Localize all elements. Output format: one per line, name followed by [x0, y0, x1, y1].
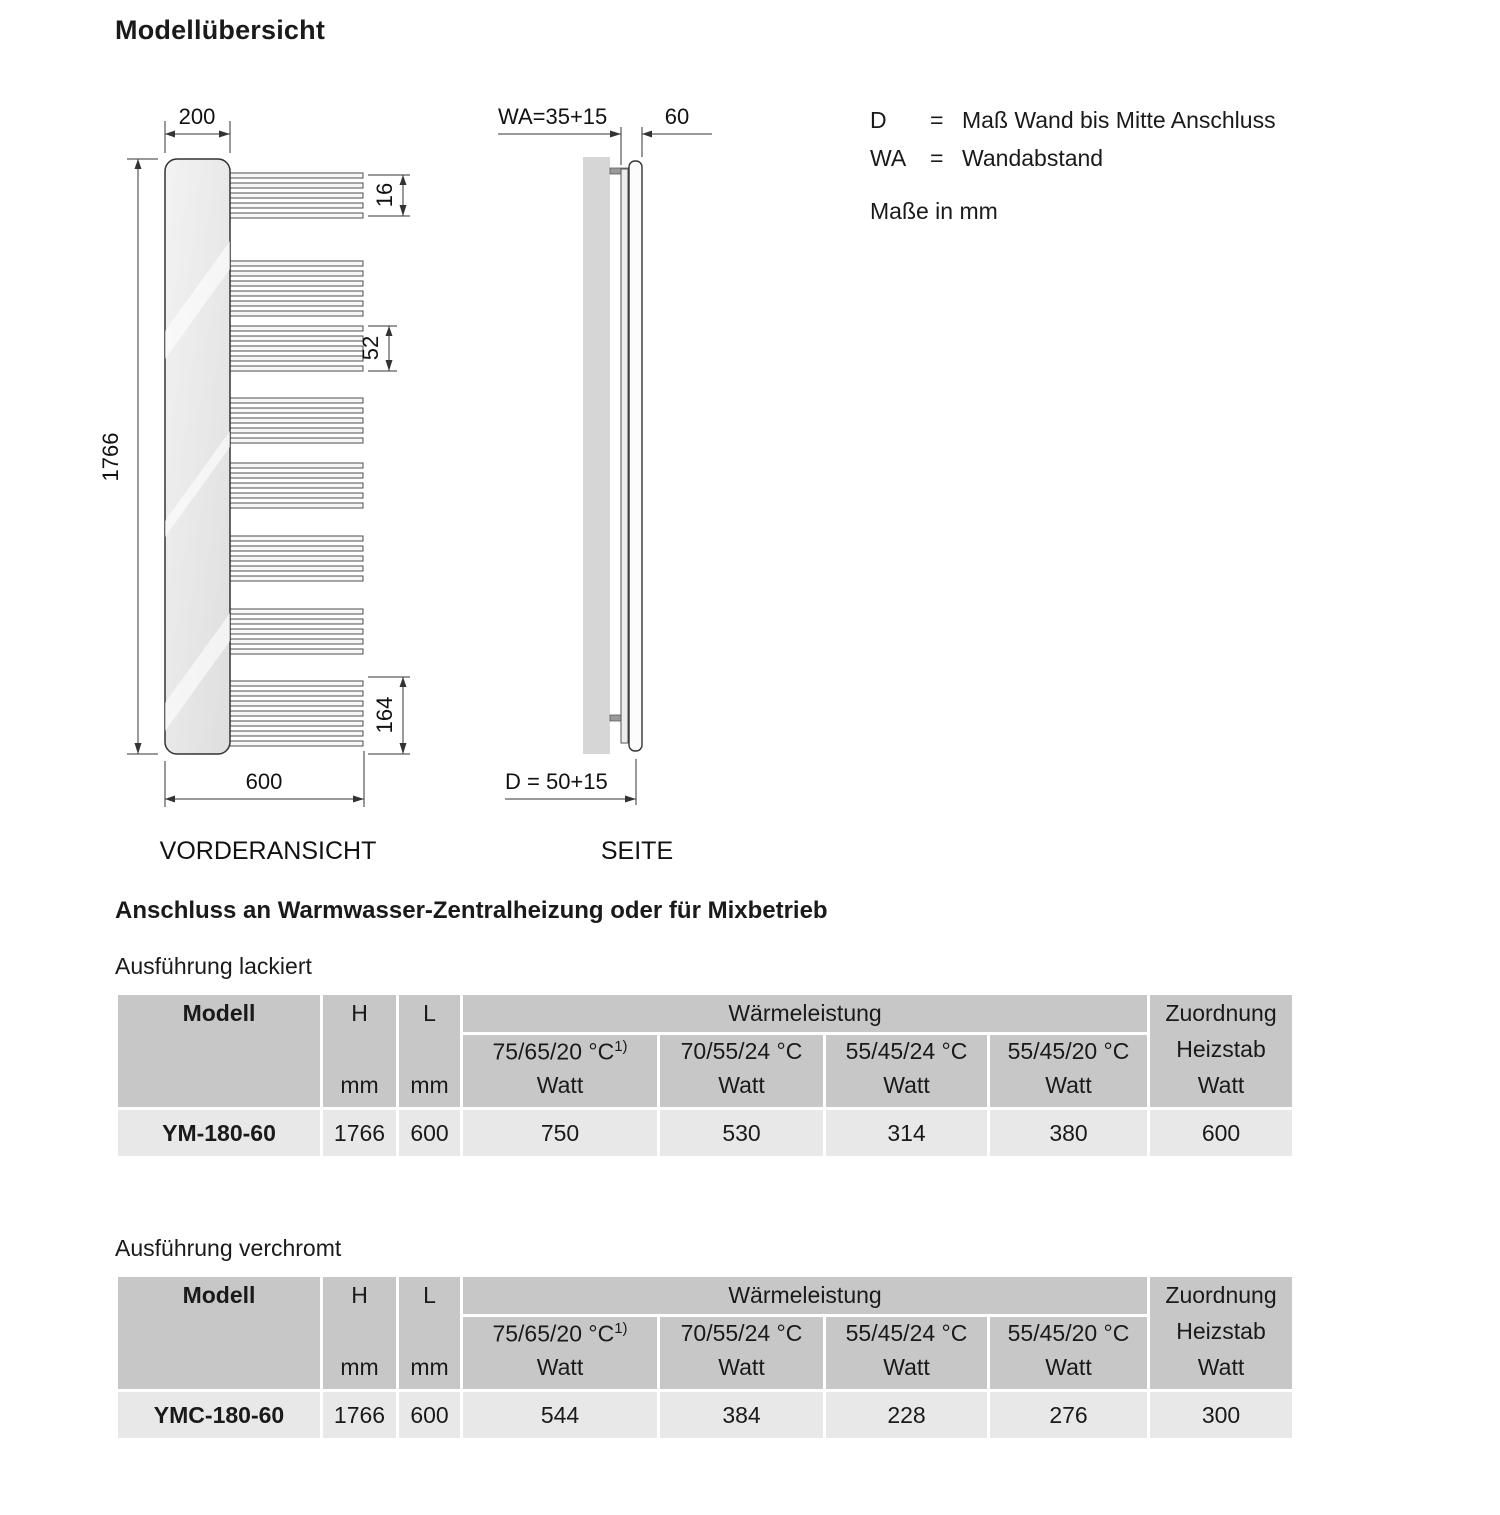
header-temp1-label: 75/65/20 °C — [492, 1038, 615, 1065]
legend-d-value: Maß Wand bis Mitte Anschluss — [962, 107, 1276, 133]
legend-row-d — [870, 107, 1276, 134]
cell-l: 600 — [398, 1391, 462, 1440]
header-h-label: H — [351, 1282, 368, 1308]
header-temp3-label: 55/45/24 °C — [845, 1038, 968, 1064]
header-temp1-footnote: 1) — [614, 1320, 628, 1337]
header-temp2-label: 70/55/24 °C — [680, 1320, 803, 1346]
header-assignment — [1149, 1276, 1294, 1391]
finish-label-lackiert: Ausführung lackiert — [115, 953, 312, 979]
header-temp1 — [462, 1034, 659, 1109]
dim-top-width: 200 — [178, 104, 216, 129]
header-temp2 — [659, 1316, 825, 1391]
header-temp4-label: 55/45/20 °C — [1007, 1320, 1130, 1346]
legend-d-equals: = — [930, 107, 944, 133]
cell-watt3: 228 — [825, 1391, 989, 1440]
header-l — [398, 1276, 462, 1391]
dim-height: 1766 — [98, 432, 123, 482]
header-model — [117, 994, 322, 1109]
header-temp2-unit: Watt — [718, 1354, 765, 1380]
header-h-unit: mm — [340, 1354, 379, 1380]
header-l-label: L — [423, 1000, 436, 1026]
dim-depth: 60 — [664, 104, 690, 129]
header-temp2-unit: Watt — [718, 1072, 765, 1098]
datasheet-page — [0, 15, 1500, 1515]
radiator-tubes — [229, 173, 363, 746]
header-temp3-unit: Watt — [883, 1354, 930, 1380]
header-temp4-unit: Watt — [1045, 1354, 1092, 1380]
header-temp2-label: 70/55/24 °C — [680, 1038, 803, 1064]
header-temp3 — [825, 1316, 989, 1391]
side-view — [498, 104, 712, 865]
header-h — [322, 1276, 398, 1391]
header-assignment-unit: Watt — [1197, 1072, 1245, 1098]
header-h-unit: mm — [340, 1072, 379, 1098]
header-heat-output-label: Wärmeleistung — [728, 1282, 882, 1308]
front-view-label: VORDERANSICHT — [159, 837, 377, 865]
cell-heizstab: 300 — [1149, 1391, 1294, 1440]
header-temp4 — [989, 1316, 1149, 1391]
header-model-label: Modell — [182, 1282, 256, 1308]
header-temp4 — [989, 1034, 1149, 1109]
finish-label-verchromt: Ausführung verchromt — [115, 1235, 342, 1261]
cell-heizstab: 600 — [1149, 1109, 1294, 1158]
legend — [870, 107, 1276, 225]
page-title: Modellübersicht — [115, 15, 326, 45]
header-h — [322, 994, 398, 1109]
drawing-area — [0, 91, 1500, 881]
header-temp2 — [659, 1034, 825, 1109]
header-assignment-label: Zuordnung — [1165, 1000, 1277, 1026]
cell-watt2: 384 — [659, 1391, 825, 1440]
dim-connection: D = 50+15 — [505, 769, 608, 794]
section-heading: Anschluss an Warmwasser-Zentralheizung oder für Mixbetrieb — [115, 897, 828, 924]
dim-bottom-width: 600 — [245, 769, 283, 794]
table-row — [117, 1109, 1294, 1158]
header-assignment-label: Zuordnung — [1165, 1282, 1277, 1308]
header-temp1 — [462, 1316, 659, 1391]
header-temp1-label: 75/65/20 °C — [492, 1320, 615, 1347]
side-tubes — [621, 169, 628, 743]
front-view — [98, 104, 410, 865]
cell-watt2: 530 — [659, 1109, 825, 1158]
header-model — [117, 1276, 322, 1391]
header-heating-rod-label: Heizstab — [1176, 1036, 1266, 1062]
header-temp1-unit: Watt — [536, 1354, 584, 1380]
cell-model: YM-180-60 — [117, 1109, 322, 1158]
header-heat-output — [462, 1276, 1149, 1316]
cell-watt3: 314 — [825, 1109, 989, 1158]
dim-tube-pitch: 16 — [372, 182, 397, 208]
cell-watt4: 380 — [989, 1109, 1149, 1158]
header-l-label: L — [423, 1282, 436, 1308]
header-l-unit: mm — [410, 1072, 449, 1098]
header-heat-output-label: Wärmeleistung — [728, 1000, 882, 1026]
units-note: Maße in mm — [870, 198, 998, 224]
legend-d-key: D — [870, 107, 887, 133]
header-heat-output — [462, 994, 1149, 1034]
spec-table-verchromt — [115, 1274, 1295, 1441]
cell-watt1: 544 — [462, 1391, 659, 1440]
header-temp3-label: 55/45/24 °C — [845, 1320, 968, 1346]
wall — [583, 157, 610, 754]
table-row — [117, 1391, 1294, 1440]
legend-wa-equals: = — [930, 145, 944, 171]
header-assignment-unit: Watt — [1197, 1354, 1245, 1380]
header-temp4-unit: Watt — [1045, 1072, 1092, 1098]
header-l — [398, 994, 462, 1109]
technical-drawing — [0, 91, 820, 881]
cell-h: 1766 — [322, 1109, 398, 1158]
side-panel — [629, 161, 642, 751]
side-view-label: SEITE — [600, 837, 674, 865]
header-h-label: H — [351, 1000, 368, 1026]
cell-l: 600 — [398, 1109, 462, 1158]
header-temp3-unit: Watt — [883, 1072, 930, 1098]
cell-h: 1766 — [322, 1391, 398, 1440]
dim-group-height: 52 — [358, 335, 383, 361]
dim-wall-distance: WA=35+15 — [498, 104, 608, 129]
header-model-label: Modell — [182, 1000, 256, 1026]
header-l-unit: mm — [410, 1354, 449, 1380]
dim-bottom-group: 164 — [372, 696, 397, 734]
cell-watt1: 750 — [462, 1109, 659, 1158]
header-assignment — [1149, 994, 1294, 1109]
cell-model: YMC-180-60 — [117, 1391, 322, 1440]
header-temp4-label: 55/45/20 °C — [1007, 1038, 1130, 1064]
legend-row-wa — [870, 145, 1276, 172]
legend-wa-key: WA — [870, 145, 907, 171]
header-heating-rod-label: Heizstab — [1176, 1318, 1266, 1344]
cell-watt4: 276 — [989, 1391, 1149, 1440]
header-temp3 — [825, 1034, 989, 1109]
spec-table-lackiert — [115, 992, 1295, 1159]
header-temp1-unit: Watt — [536, 1072, 584, 1098]
legend-wa-value: Wandabstand — [962, 145, 1104, 171]
header-temp1-footnote: 1) — [614, 1038, 628, 1055]
